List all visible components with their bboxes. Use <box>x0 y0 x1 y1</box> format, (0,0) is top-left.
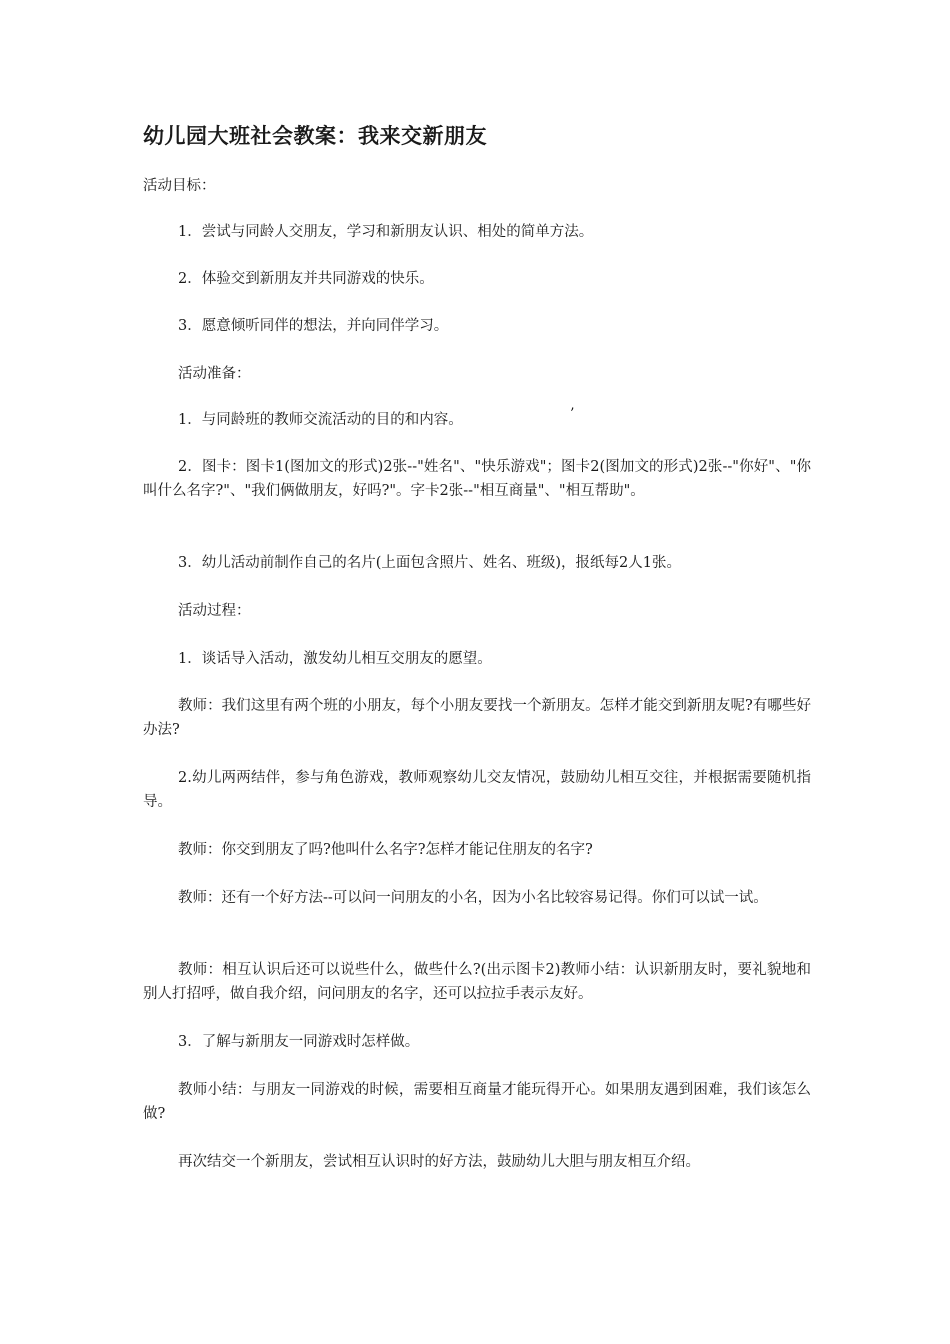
objective-item-2: 2．体验交到新朋友并共同游戏的快乐。 <box>178 271 434 287</box>
preparation-item-1: 1．与同龄班的教师交流活动的目的和内容。 <box>178 412 463 428</box>
objective-item-1: 1．尝试与同龄人交朋友，学习和新朋友认识、相处的简单方法。 <box>178 224 594 240</box>
section-heading-objectives: 活动目标： <box>143 178 216 194</box>
teacher-dialogue-3: 教师：还有一个好方法--可以问一问朋友的小名，因为小名比较容易记得。你们可以试一试。 <box>178 890 768 906</box>
process-step-2: 2.幼儿两两结伴，参与角色游戏，教师观察幼儿交友情况，鼓励幼儿相互交往，并根据需要随机指导。 <box>143 770 811 810</box>
teacher-summary: 教师小结：与朋友一同游戏的时候，需要相互商量才能玩得开心。如果朋友遇到困难，我们该怎么做? <box>143 1082 811 1122</box>
preparation-item-2: 2．图卡：图卡1(图加文的形式)2张--"姓名"、"快乐游戏"；图卡2(图加文的形式)2张--"你好"、"你叫什么名字?"、"我们俩做朋友，好吗?"。字卡2张--"相互商量"、"相互帮助"。 <box>143 459 811 499</box>
teacher-dialogue-2: 教师：你交到朋友了吗?他叫什么名字?怎样才能记住朋友的名字? <box>178 842 593 858</box>
section-heading-preparation: 活动准备： <box>178 366 251 382</box>
stray-mark: ’ <box>570 406 575 422</box>
process-step-3: 3．了解与新朋友一同游戏时怎样做。 <box>178 1034 420 1050</box>
preparation-item-3: 3．幼儿活动前制作自己的名片(上面包含照片、姓名、班级)，报纸每2人1张。 <box>178 555 681 571</box>
process-step-1: 1．谈话导入活动，激发幼儿相互交朋友的愿望。 <box>178 651 492 667</box>
teacher-dialogue-1: 教师：我们这里有两个班的小朋友，每个小朋友要找一个新朋友。怎样才能交到新朋友呢?有哪些好办法? <box>143 698 811 738</box>
section-heading-process: 活动过程： <box>178 603 251 619</box>
teacher-dialogue-4: 教师：相互认识后还可以说些什么，做些什么?(出示图卡2)教师小结：认识新朋友时，要礼貌地和别人打招呼，做自我介绍，问问朋友的名字，还可以拉拉手表示友好。 <box>143 962 811 1002</box>
closing-paragraph: 再次结交一个新朋友，尝试相互认识时的好方法，鼓励幼儿大胆与朋友相互介绍。 <box>178 1154 700 1170</box>
page-title: 幼儿园大班社会教案：我来交新朋友 <box>143 124 487 148</box>
objective-item-3: 3．愿意倾听同伴的想法，并向同伴学习。 <box>178 318 449 334</box>
